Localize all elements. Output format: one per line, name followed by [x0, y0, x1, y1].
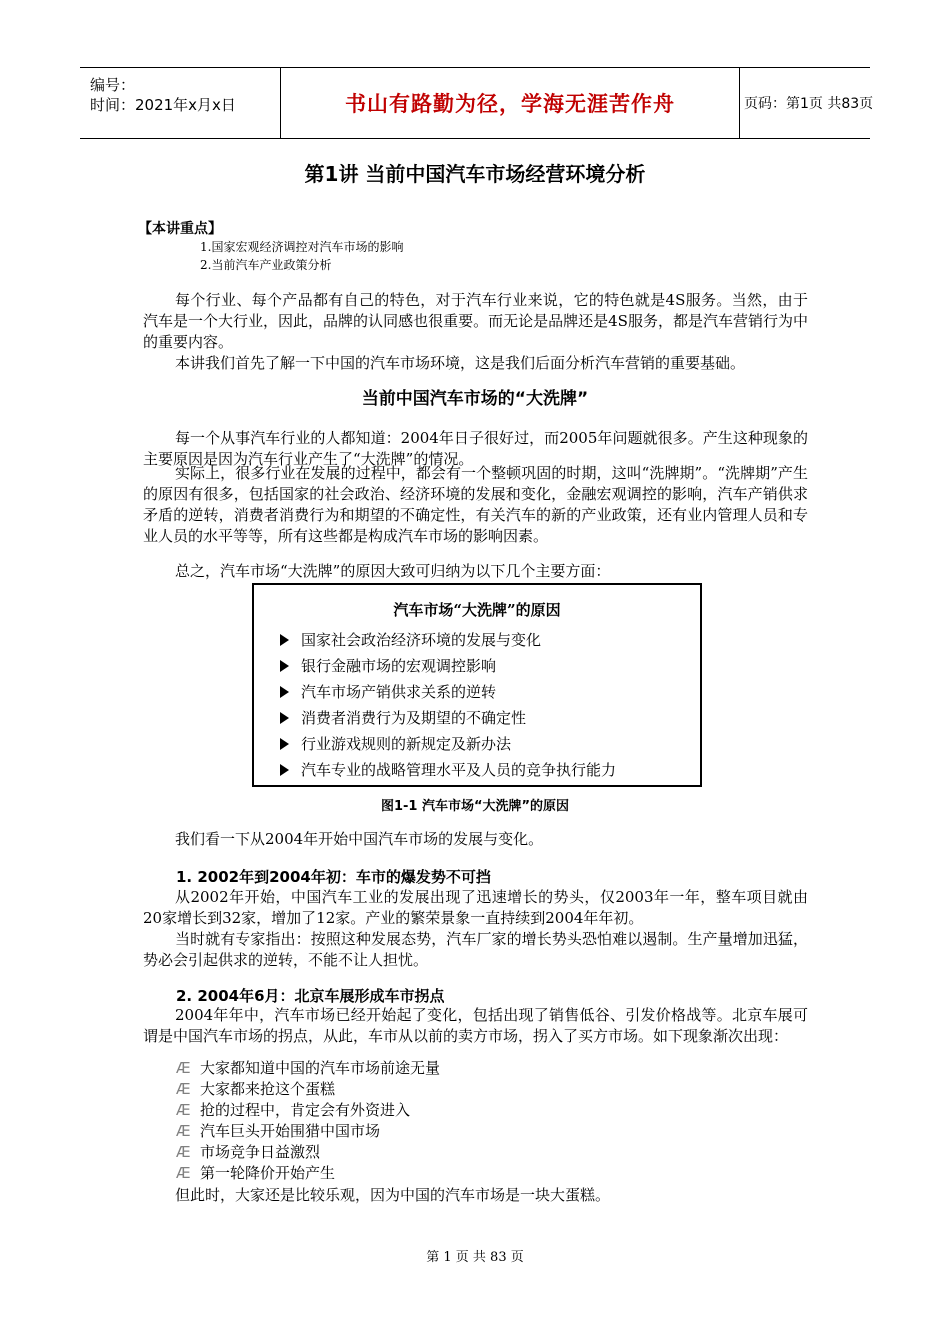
section-title: 当前中国汽车市场的“大洗牌” [361, 389, 589, 409]
bullet-mark: Æ [176, 1122, 191, 1140]
arrow-bullet-icon [280, 738, 289, 750]
section-2-closing: 但此时，大家还是比较乐观，因为中国的汽车市场是一块大蛋糕。 [175, 1186, 611, 1204]
list-item: Æ 大家都知道中国的汽车市场前途无量 [176, 1059, 441, 1077]
phenomena-list [176, 1058, 676, 1184]
bullet-mark: Æ [176, 1059, 191, 1077]
reason-item: 国家社会政治经济环境的发展与变化 [280, 629, 541, 650]
key-point-item: 2.当前汽车产业政策分析 [200, 258, 332, 272]
list-item: Æ 市场竞争日益激烈 [176, 1143, 321, 1161]
header-motto-cell [280, 68, 740, 138]
section-2-paragraph-1: 2004年年中，汽车市场已经开始起了变化，包括出现了销售低谷、引发价格战等。北京车展可谓是中国汽车市场的拐点，从此，车市从以前的卖方市场，拐入了买方市场。如下现象渐次出现： [143, 1006, 808, 1045]
bullet-mark: Æ [176, 1080, 191, 1098]
section-1-paragraph-2: 当时就有专家指出：按照这种发展态势，汽车厂家的增长势头恐怕难以遏制。生产量增加迅猛，势必会引起供求的逆转，不能不让人担忧。 [143, 930, 808, 969]
key-point-item: 1.国家宏观经济调控对汽车市场的影响 [200, 240, 404, 254]
arrow-bullet-icon [280, 634, 289, 646]
page-code: 页码：第1页 共83页 [744, 96, 874, 112]
body-paragraph-3: 总之，汽车市场“大洗牌”的原因大致可归纳为以下几个主要方面： [175, 562, 611, 580]
arrow-bullet-icon [280, 660, 289, 672]
reasons-figure-box [252, 583, 702, 787]
header-info-cell [80, 68, 280, 138]
list-item: Æ 大家都来抢这个蛋糕 [176, 1080, 336, 1098]
motto: 书山有路勤为径，学海无涯苦作舟 [345, 92, 675, 116]
arrow-bullet-icon [280, 712, 289, 724]
reason-item: 消费者消费行为及期望的不确定性 [280, 707, 526, 728]
page-title: 第1讲 当前中国汽车市场经营环境分析 [304, 162, 646, 186]
transition-paragraph: 我们看一下从2004年开始中国汽车市场的发展与变化。 [175, 830, 544, 848]
list-item: Æ 汽车巨头开始围猎中国市场 [176, 1122, 381, 1140]
bullet-mark: Æ [176, 1164, 191, 1182]
section-1-heading: 1. 2002年到2004年初：车市的爆发势不可挡 [176, 868, 491, 886]
list-item: Æ 第一轮降价开始产生 [176, 1164, 336, 1182]
section-2-heading: 2. 2004年6月：北京车展形成车市拐点 [176, 987, 445, 1005]
intro-paragraph-2: 本讲我们首先了解一下中国的汽车市场环境，这是我们后面分析汽车营销的重要基础。 [175, 354, 746, 372]
page-footer: 第 1 页 共 83 页 [426, 1250, 524, 1265]
arrow-bullet-icon [280, 686, 289, 698]
bullet-mark: Æ [176, 1101, 191, 1119]
date-label: 时间：2021年x月x日 [90, 96, 236, 114]
figure-caption: 图1-1 汽车市场“大洗牌”的原因 [380, 799, 570, 814]
reason-item: 行业游戏规则的新规定及新办法 [280, 733, 511, 754]
arrow-bullet-icon [280, 764, 289, 776]
bullet-mark: Æ [176, 1143, 191, 1161]
list-item: Æ 抢的过程中，肯定会有外资进入 [176, 1101, 411, 1119]
key-points-heading: 【本讲重点】 [138, 221, 222, 237]
reason-item: 银行金融市场的宏观调控影响 [280, 655, 496, 676]
figure-box-title: 汽车市场“大洗牌”的原因 [393, 601, 561, 619]
reason-item: 汽车专业的战略管理水平及人员的竞争执行能力 [280, 759, 616, 780]
document-header [80, 67, 874, 139]
body-paragraph-1: 每一个从事汽车行业的人都知道：2004年日子很好过，而2005年问题就很多。产生这种现象的主要原因是因为汽车行业产生了“大洗牌”的情况。 [143, 429, 808, 468]
intro-paragraph-1: 每个行业、每个产品都有自己的特色，对于汽车行业来说，它的特色就是4S服务。当然，由于汽车是一个大行业，因此，品牌的认同感也很重要。而无论是品牌还是4S服务，都是汽车营销行为中的重要内容。 [143, 291, 808, 351]
body-paragraph-2: 实际上，很多行业在发展的过程中，都会有一个整顿巩固的时期，这叫“洗牌期”。“洗牌期”产生的原因有很多，包括国家的社会政治、经济环境的发展和变化，金融宏观调控的影响，汽车产销供求矛盾的逆转，消费者消费行为和期望的不确定性，有关汽车的新的产业政策，还有业内管理人员和专业人员的水平等等，所有这些都是构成汽车市场的影响因素。 [143, 464, 808, 545]
number-label: 编号： [90, 76, 136, 94]
section-1-paragraph-1: 从2002年开始，中国汽车工业的发展出现了迅速增长的势头，仅2003年一年，整车项目就由20家增长到32家，增加了12家。产业的繁荣景象一直持续到2004年年初。 [143, 888, 808, 927]
header-page-cell [740, 68, 874, 138]
reason-item: 汽车市场产销供求关系的逆转 [280, 681, 496, 702]
